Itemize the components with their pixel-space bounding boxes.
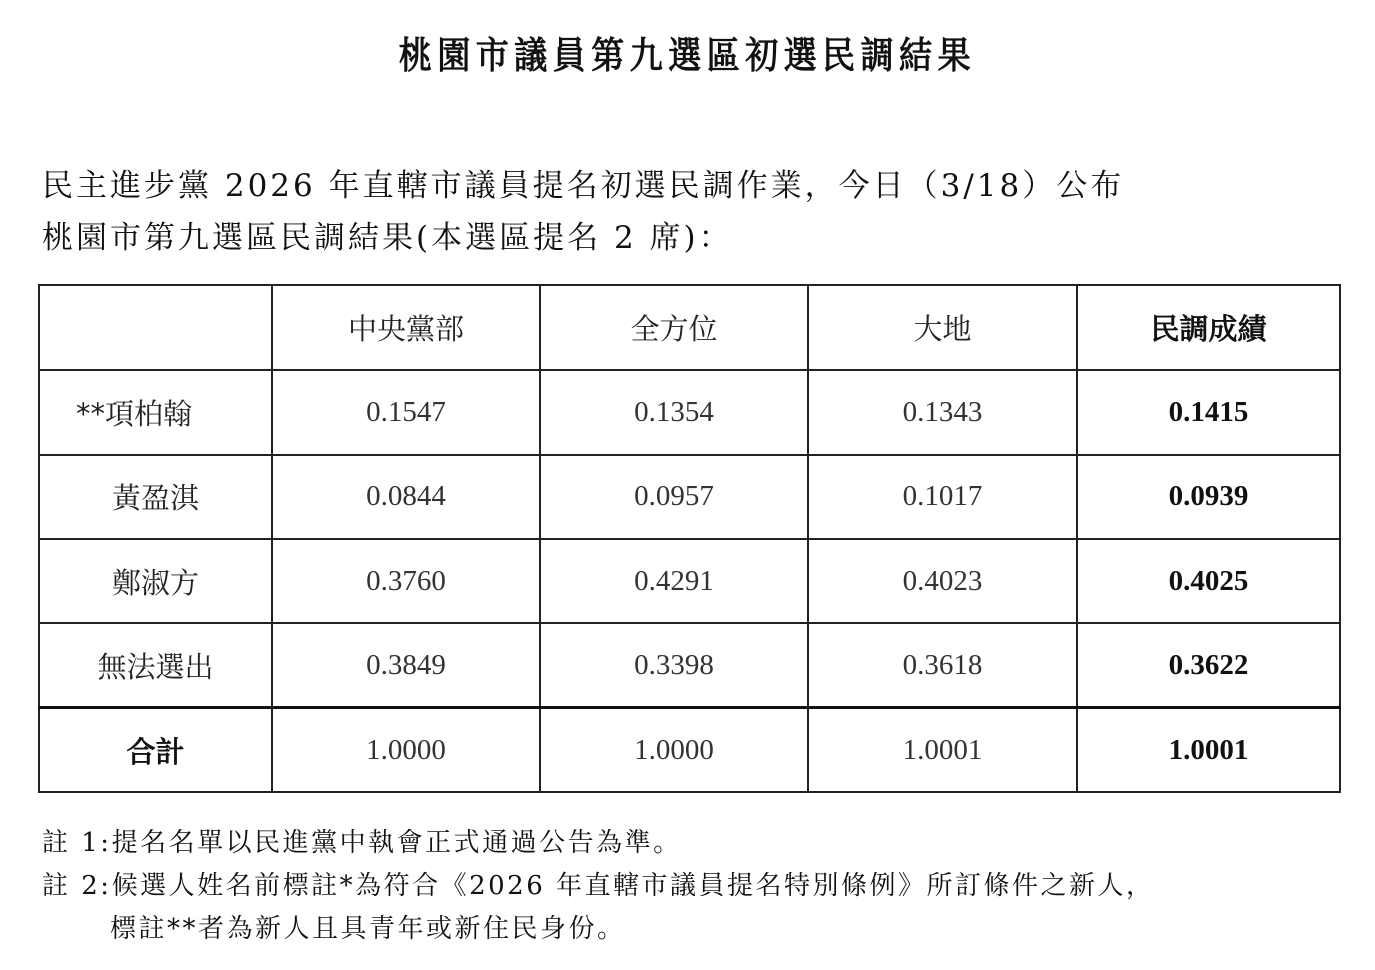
header-poll-score: 民調成績: [1077, 285, 1340, 370]
table-row: [39, 455, 1340, 539]
poll-results-table: [38, 284, 1341, 793]
header-quanfangwei: 全方位: [540, 285, 808, 370]
header-blank: [39, 285, 272, 370]
score-value: 0.1415: [1077, 370, 1340, 454]
candidate-name: 黃盈淇: [39, 455, 272, 539]
candidate-name: 無法選出: [39, 623, 272, 707]
dadi-value: 0.4023: [808, 539, 1077, 623]
intro-line-2: 桃園市第九選區民調結果(本選區提名 2 席)：: [42, 220, 733, 256]
note-2-line-1: 註 2:候選人姓名前標註*為符合《2026 年直轄市議員提名特別條例》所訂條件之新人，: [42, 871, 1155, 901]
central-total: 1.0000: [272, 708, 540, 792]
dadi-value: 0.1343: [808, 370, 1077, 454]
table-row: [39, 623, 1340, 707]
quanfangwei-value: 0.3398: [540, 623, 808, 707]
candidate-name: **項柏翰: [39, 370, 272, 454]
table-row: [39, 539, 1340, 623]
central-value: 0.0844: [272, 455, 540, 539]
score-value: 0.0939: [1077, 455, 1340, 539]
score-value: 0.3622: [1077, 623, 1340, 707]
dadi-total: 1.0001: [808, 708, 1077, 792]
header-central-party: 中央黨部: [272, 285, 540, 370]
note-2-line-2: 標註**者為新人且具青年或新住民身份。: [110, 914, 626, 944]
footnotes: [42, 822, 1155, 951]
central-value: 0.1547: [272, 370, 540, 454]
central-value: 0.3760: [272, 539, 540, 623]
quanfangwei-value: 0.1354: [540, 370, 808, 454]
intro-line-1: 民主進步黨 2026 年直轄市議員提名初選民調作業，今日（3/18）公布: [42, 168, 1125, 204]
dadi-value: 0.3618: [808, 623, 1077, 707]
note-1: 註 1:提名名單以民進黨中執會正式通過公告為準。: [42, 828, 682, 858]
page-title: 桃園市議員第九選區初選民調結果: [398, 33, 976, 77]
quanfangwei-total: 1.0000: [540, 708, 808, 792]
central-value: 0.3849: [272, 623, 540, 707]
total-label: 合計: [39, 708, 272, 792]
candidate-name: 鄭淑方: [39, 539, 272, 623]
table-header-row: [39, 285, 1340, 370]
table-total-row: [39, 708, 1340, 792]
quanfangwei-value: 0.0957: [540, 455, 808, 539]
intro-paragraph: [42, 160, 1124, 264]
header-dadi: 大地: [808, 285, 1077, 370]
score-value: 0.4025: [1077, 539, 1340, 623]
table-row: [39, 370, 1340, 454]
dadi-value: 0.1017: [808, 455, 1077, 539]
quanfangwei-value: 0.4291: [540, 539, 808, 623]
score-total: 1.0001: [1077, 708, 1340, 792]
